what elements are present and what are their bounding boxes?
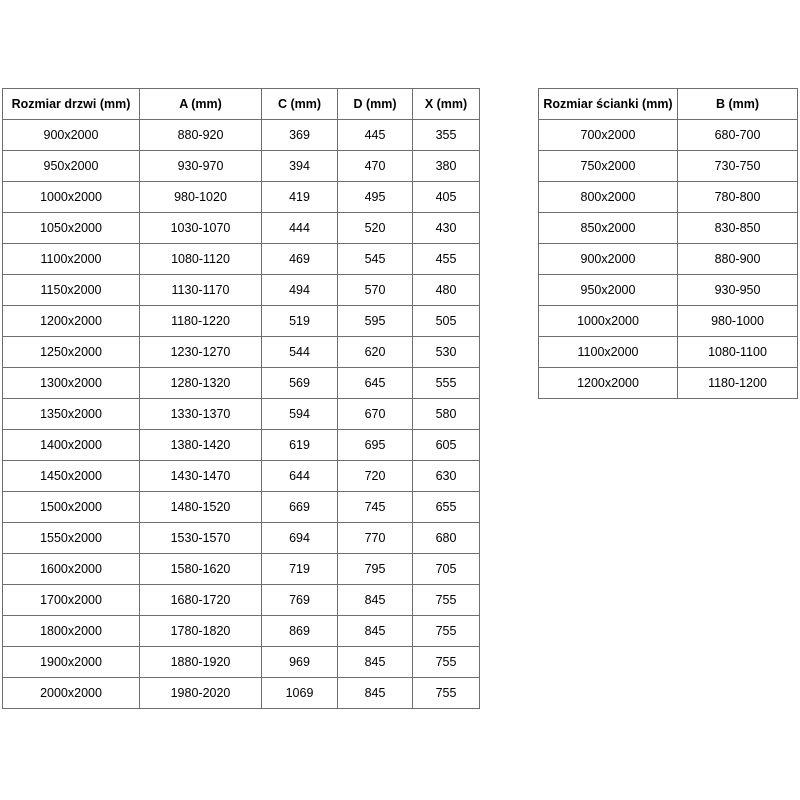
table-cell: 645	[338, 368, 413, 399]
table-cell: 1000x2000	[539, 306, 678, 337]
table-cell: 750x2000	[539, 151, 678, 182]
table-cell: 469	[262, 244, 338, 275]
table-row	[539, 244, 798, 275]
table-cell: 1280-1320	[140, 368, 262, 399]
table-cell: 369	[262, 120, 338, 151]
table-row	[3, 585, 480, 616]
table-cell: 495	[338, 182, 413, 213]
table-cell: 930-970	[140, 151, 262, 182]
table-cell: 430	[413, 213, 480, 244]
table-cell: 755	[413, 647, 480, 678]
table-cell: 1130-1170	[140, 275, 262, 306]
table-row	[3, 399, 480, 430]
table-cell: 1200x2000	[539, 368, 678, 399]
table-cell: 1080-1100	[678, 337, 798, 368]
table-cell: 1050x2000	[3, 213, 140, 244]
table-cell: 570	[338, 275, 413, 306]
table-cell: 950x2000	[3, 151, 140, 182]
table-cell: 669	[262, 492, 338, 523]
table-cell: 595	[338, 306, 413, 337]
table-row	[3, 554, 480, 585]
table-cell: 1250x2000	[3, 337, 140, 368]
table-cell: 444	[262, 213, 338, 244]
table-row	[3, 306, 480, 337]
table-row	[3, 120, 480, 151]
table-cell: 1100x2000	[539, 337, 678, 368]
table-cell: 1380-1420	[140, 430, 262, 461]
table-row	[3, 275, 480, 306]
table-cell: 455	[413, 244, 480, 275]
table-row	[539, 213, 798, 244]
table-cell: 869	[262, 616, 338, 647]
header-cell: C (mm)	[262, 89, 338, 120]
table-cell: 845	[338, 616, 413, 647]
header-cell: A (mm)	[140, 89, 262, 120]
table-row	[3, 461, 480, 492]
header-row	[539, 89, 798, 120]
table-cell: 1180-1200	[678, 368, 798, 399]
table-cell: 1900x2000	[3, 647, 140, 678]
table-cell: 1500x2000	[3, 492, 140, 523]
table-cell: 700x2000	[539, 120, 678, 151]
table-cell: 880-900	[678, 244, 798, 275]
table-row	[539, 182, 798, 213]
table-cell: 1100x2000	[3, 244, 140, 275]
table-cell: 880-920	[140, 120, 262, 151]
header-cell: Rozmiar ścianki (mm)	[539, 89, 678, 120]
table-cell: 780-800	[678, 182, 798, 213]
header-cell: X (mm)	[413, 89, 480, 120]
table-row	[539, 368, 798, 399]
table-cell: 845	[338, 585, 413, 616]
table-cell: 1300x2000	[3, 368, 140, 399]
table-cell: 930-950	[678, 275, 798, 306]
table-row	[3, 213, 480, 244]
table-cell: 1980-2020	[140, 678, 262, 709]
table-row	[3, 523, 480, 554]
table-cell: 1150x2000	[3, 275, 140, 306]
table-cell: 394	[262, 151, 338, 182]
header-row	[3, 89, 480, 120]
table-row	[539, 120, 798, 151]
table-cell: 1800x2000	[3, 616, 140, 647]
table-cell: 655	[413, 492, 480, 523]
table-cell: 1550x2000	[3, 523, 140, 554]
table-cell: 695	[338, 430, 413, 461]
table-row	[539, 337, 798, 368]
table-cell: 850x2000	[539, 213, 678, 244]
table-cell: 720	[338, 461, 413, 492]
table-cell: 580	[413, 399, 480, 430]
table-cell: 555	[413, 368, 480, 399]
table-cell: 980-1000	[678, 306, 798, 337]
table-cell: 1350x2000	[3, 399, 140, 430]
table-cell: 405	[413, 182, 480, 213]
table-row	[539, 275, 798, 306]
table-cell: 380	[413, 151, 480, 182]
table-cell: 419	[262, 182, 338, 213]
table-cell: 1000x2000	[3, 182, 140, 213]
table-cell: 1450x2000	[3, 461, 140, 492]
table-cell: 705	[413, 554, 480, 585]
table-cell: 355	[413, 120, 480, 151]
table-cell: 1530-1570	[140, 523, 262, 554]
table-cell: 680-700	[678, 120, 798, 151]
table-row	[539, 151, 798, 182]
table-cell: 969	[262, 647, 338, 678]
table-cell: 1580-1620	[140, 554, 262, 585]
table-cell: 519	[262, 306, 338, 337]
table-cell: 1230-1270	[140, 337, 262, 368]
table-cell: 719	[262, 554, 338, 585]
table-row	[3, 647, 480, 678]
table-cell: 520	[338, 213, 413, 244]
table-cell: 770	[338, 523, 413, 554]
table-row	[3, 151, 480, 182]
table-cell: 620	[338, 337, 413, 368]
table-cell: 800x2000	[539, 182, 678, 213]
table-cell: 470	[338, 151, 413, 182]
table-cell: 2000x2000	[3, 678, 140, 709]
door-sizes-table	[2, 88, 480, 709]
table-cell: 1430-1470	[140, 461, 262, 492]
table-cell: 755	[413, 616, 480, 647]
table-cell: 545	[338, 244, 413, 275]
table-cell: 769	[262, 585, 338, 616]
table-cell: 730-750	[678, 151, 798, 182]
table-cell: 1600x2000	[3, 554, 140, 585]
table-cell: 1700x2000	[3, 585, 140, 616]
table-cell: 544	[262, 337, 338, 368]
table-cell: 980-1020	[140, 182, 262, 213]
table-cell: 1330-1370	[140, 399, 262, 430]
table-cell: 1400x2000	[3, 430, 140, 461]
table-cell: 1200x2000	[3, 306, 140, 337]
table-cell: 605	[413, 430, 480, 461]
table-row	[3, 244, 480, 275]
table-cell: 569	[262, 368, 338, 399]
table-cell: 505	[413, 306, 480, 337]
table-cell: 594	[262, 399, 338, 430]
table-row	[3, 337, 480, 368]
header-cell: D (mm)	[338, 89, 413, 120]
table-cell: 530	[413, 337, 480, 368]
table-cell: 494	[262, 275, 338, 306]
table-cell: 795	[338, 554, 413, 585]
table-row	[3, 368, 480, 399]
header-cell: Rozmiar drzwi (mm)	[3, 89, 140, 120]
table-cell: 755	[413, 585, 480, 616]
table-cell: 1680-1720	[140, 585, 262, 616]
table-cell: 845	[338, 678, 413, 709]
table-cell: 619	[262, 430, 338, 461]
header-cell: B (mm)	[678, 89, 798, 120]
table-cell: 1180-1220	[140, 306, 262, 337]
table-cell: 630	[413, 461, 480, 492]
table-cell: 900x2000	[3, 120, 140, 151]
table-cell: 1480-1520	[140, 492, 262, 523]
table-cell: 670	[338, 399, 413, 430]
table-row	[539, 306, 798, 337]
table-cell: 755	[413, 678, 480, 709]
table-cell: 745	[338, 492, 413, 523]
table-row	[3, 616, 480, 647]
table-cell: 1030-1070	[140, 213, 262, 244]
table-cell: 900x2000	[539, 244, 678, 275]
wall-panel-sizes-table	[538, 88, 798, 399]
table-cell: 694	[262, 523, 338, 554]
table-row	[3, 182, 480, 213]
table-cell: 445	[338, 120, 413, 151]
table-cell: 1780-1820	[140, 616, 262, 647]
table-cell: 680	[413, 523, 480, 554]
table-cell: 480	[413, 275, 480, 306]
table-cell: 950x2000	[539, 275, 678, 306]
table-row	[3, 492, 480, 523]
table-cell: 830-850	[678, 213, 798, 244]
table-cell: 1880-1920	[140, 647, 262, 678]
table-cell: 845	[338, 647, 413, 678]
table-cell: 644	[262, 461, 338, 492]
table-cell: 1069	[262, 678, 338, 709]
table-row	[3, 430, 480, 461]
table-row	[3, 678, 480, 709]
table-cell: 1080-1120	[140, 244, 262, 275]
